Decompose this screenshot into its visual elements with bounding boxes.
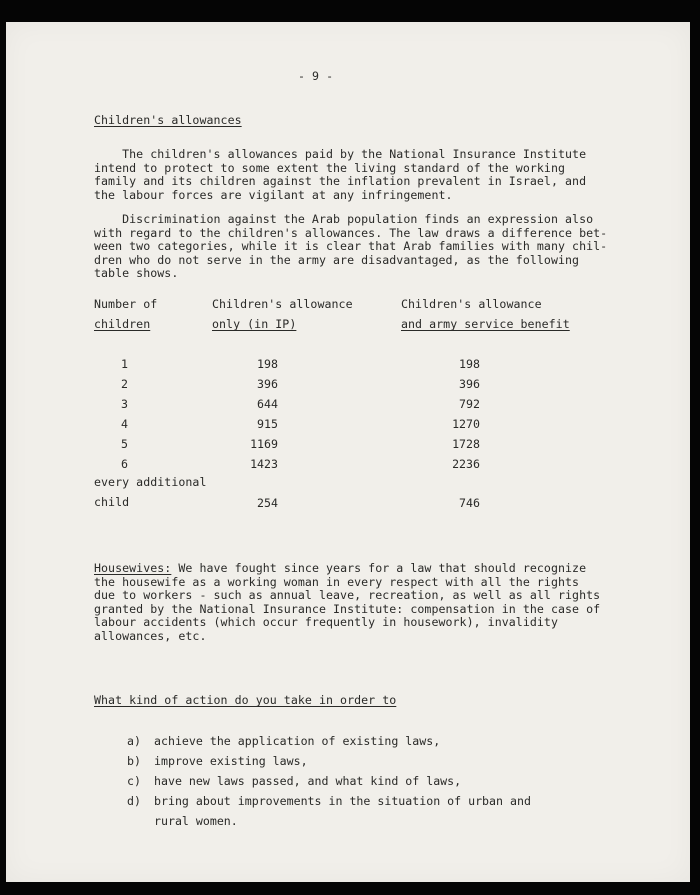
col-header-number-line1: Number of [94, 297, 158, 311]
paragraph-line: The children's allowances paid by the National Insurance Institute [94, 147, 587, 161]
paragraph-line: family and its children against the inflation prevalent in Israel, and [94, 174, 587, 188]
list-item-text: have new laws passed, and what kind of laws, [154, 774, 462, 788]
col-header-army-line2: and army service benefit [401, 317, 570, 331]
cell-children: 2 [121, 377, 128, 391]
col-header-number-line2: children [94, 317, 151, 331]
list-item-letter: c) [127, 774, 141, 788]
cell-army: 2236 [452, 457, 480, 471]
cell-only: 915 [257, 417, 278, 431]
list-item-text: achieve the application of existing laws, [154, 734, 441, 748]
paragraph-line: dren who do not serve in the army are disadvantaged, as the following [94, 252, 580, 267]
paragraph-line: granted by the National Insurance Institute: compensation in the case of [94, 601, 601, 616]
paragraph-line: the labour forces are vigilant at any infringement. [94, 187, 453, 202]
paragraph-line: table shows. [94, 266, 179, 280]
page-number: - 9 - [298, 69, 334, 83]
cell-army: 396 [459, 377, 480, 391]
cell-children: 1 [121, 357, 128, 371]
cell-army: 1270 [452, 417, 480, 431]
cell-additional-label-line1: every additional [94, 475, 207, 489]
list-item-letter: d) [127, 794, 141, 808]
cell-only: 198 [257, 357, 278, 371]
paragraph-line-text: We have fought since years for a law that should recognize [171, 561, 587, 575]
cell-additional-label-line2: child [94, 495, 130, 509]
action-heading: What kind of action do you take in order to [94, 693, 397, 707]
cell-only: 396 [257, 377, 278, 391]
paragraph-line: allowances, etc. [94, 628, 207, 643]
cell-children: 4 [121, 417, 128, 431]
paragraph-line: with regard to the children's allowances. The law draws a difference bet- [94, 225, 608, 240]
paragraph-line: the housewife as a working woman in every respect with all the rights [94, 574, 580, 589]
cell-only: 254 [257, 496, 278, 510]
section-heading-childrens-allowances: Children's allowances [94, 113, 242, 127]
cell-only: 1169 [250, 437, 278, 451]
cell-children: 5 [121, 437, 128, 451]
paragraph-line: ween two categories, while it is clear that Arab families with many chil- [94, 239, 608, 253]
col-header-army-line1: Children's allowance [401, 297, 542, 311]
housewives-line-1 [94, 562, 586, 575]
paragraph-line: due to workers - such as annual leave, recreation, as well as all rights [94, 588, 601, 602]
cell-army: 792 [459, 397, 480, 411]
list-item-text: improve existing laws, [154, 754, 308, 768]
list-item-letter: b) [127, 754, 141, 768]
cell-children: 6 [121, 457, 128, 471]
paragraph-line: labour accidents (which occur frequently in housework), invalidity [94, 615, 558, 629]
cell-children: 3 [121, 397, 128, 411]
housewives-heading: Housewives: [94, 561, 172, 575]
paragraph-line: Discrimination against the Arab population finds an expression also [94, 212, 594, 226]
paragraph-line: intend to protect to some extent the living standard of the working [94, 160, 566, 175]
cell-army: 198 [459, 357, 480, 371]
cell-army: 1728 [452, 437, 480, 451]
list-item-text: bring about improvements in the situation of urban and rural women. [154, 794, 531, 828]
cell-army: 746 [459, 496, 480, 510]
cell-only: 644 [257, 397, 278, 411]
list-item-letter: a) [127, 734, 141, 748]
col-header-only-line2: only (in IP) [212, 317, 297, 331]
col-header-only-line1: Children's allowance [212, 297, 353, 311]
cell-only: 1423 [250, 457, 278, 471]
document-page [6, 22, 690, 882]
